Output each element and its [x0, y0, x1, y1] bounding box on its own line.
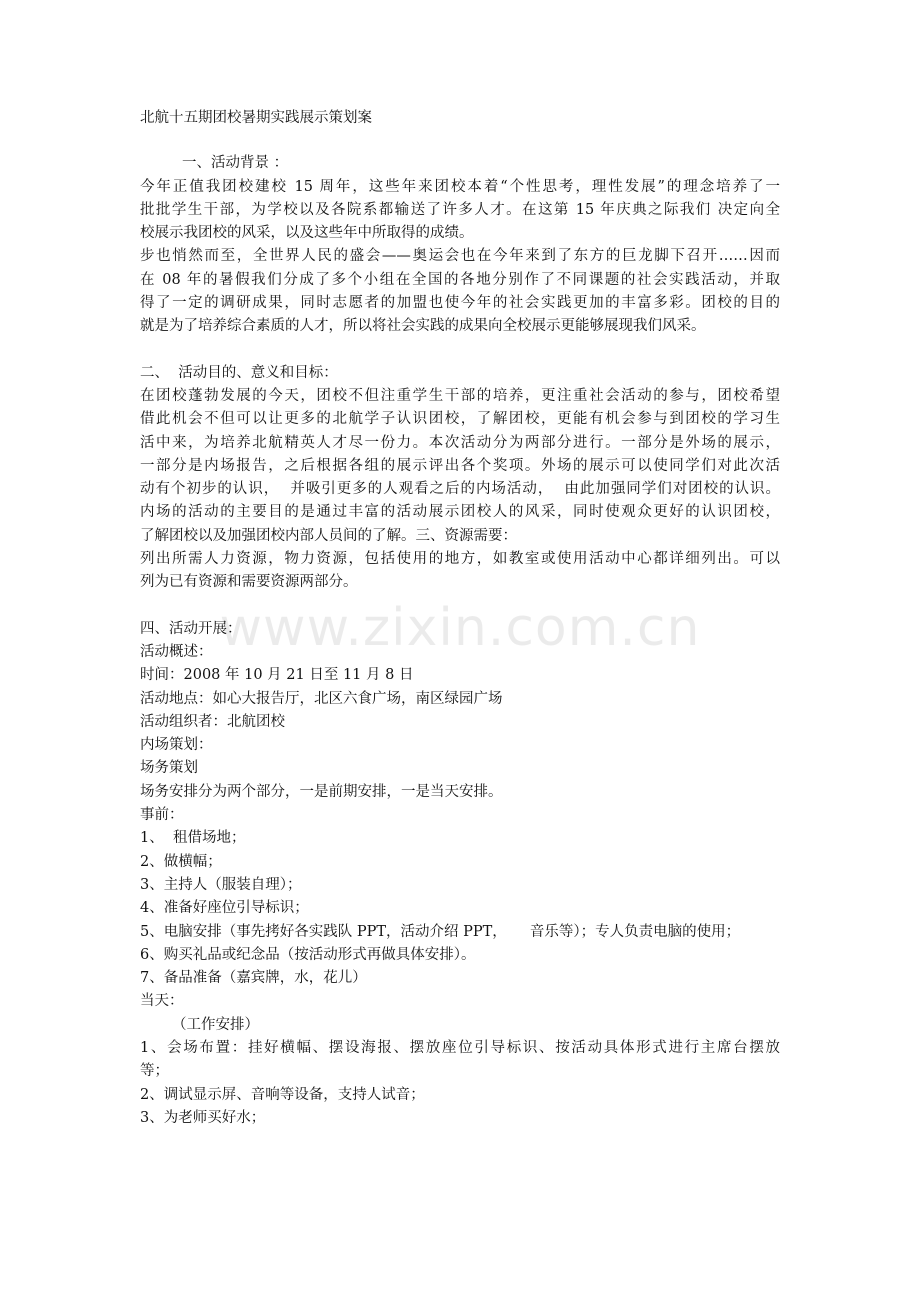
paragraph-line: 得了一定的调研成果，同时志愿者的加盟也使今年的社会实践更加的丰富多彩。团校的目的 [140, 295, 780, 312]
list-item: 3、主持人（服装自理）； [140, 876, 302, 893]
list-item: 场务安排分为两个部分，一是前期安排，一是当天安排。 [140, 783, 503, 800]
paragraph-line: 一部分是内场报告，之后根据各组的展示评出各个奖项。外场的展示可以使同学们对此次活 [140, 457, 780, 474]
list-item: 场务策划 [140, 760, 198, 777]
document-title: 北航十五期团校暑期实践展示策划案 [140, 110, 372, 126]
paragraph-line: 在团校蓬勃发展的今天，团校不但注重学生干部的培养，更注重社会活动的参与，团校希望 [140, 387, 780, 404]
list-item: 1、会场布置：挂好横幅、摆设海报、摆放座位引导标识、按活动具体形式进行主席台摆放 [140, 1039, 780, 1056]
list-item: 活动概述： [140, 643, 213, 660]
paragraph-line: 今年正值我团校建校 15 周年，这些年来团校本着“个性思考，理性发展”的理念培养了一 [140, 178, 780, 195]
paragraph-line: 了解团校以及加强团校内部人员间的了解。三、资源需要： [140, 527, 517, 544]
list-item: 5、电脑安排（事先拷好各实践队 PPT，活动介绍 PPT， 音乐等）；专人负责电脑的使用； [140, 923, 741, 940]
list-item: 1、 租借场地； [140, 830, 246, 847]
paragraph-line: 批批学生干部，为学校以及各院系都输送了许多人才。在这第 15 年庆典之际我们 决定向全 [140, 201, 780, 218]
paragraph-line: 内场的活动的主要目的是通过丰富的活动展示团校人的风采，同时使观众更好的认识团校， [140, 504, 780, 521]
list-item: 7、备品准备（嘉宾牌，水，花儿） [140, 970, 367, 987]
paragraph-line: 动有个初步的认识， 并吸引更多的人观看之后的内场活动， 由此加强同学们对团校的认识。 [140, 481, 780, 498]
watermark: www.zixin.com.cn [219, 598, 701, 658]
list-item: 2、调试显示屏、音响等设备，支持人试音； [140, 1086, 425, 1103]
paragraph-line: 列为已有资源和需要资源两部分。 [140, 574, 358, 591]
document-page [140, 107, 780, 1130]
list-item: 6、购买礼品或纪念品（按活动形式再做具体安排）。 [140, 946, 476, 963]
paragraph-line: 列出所需人力资源，物力资源，包括使用的地方，如教室或使用活动中心都详细列出。可以 [140, 551, 780, 568]
paragraph-line: 步也悄然而至，全世界人民的盛会——奥运会也在今年来到了东方的巨龙脚下召开……因而 [140, 248, 780, 265]
section4-heading: 四、活动开展： [140, 620, 242, 637]
list-item: 内场策划： [140, 737, 213, 754]
paragraph-line: 借此机会不但可以让更多的北航学子认识团校，了解团校，更能有机会参与到团校的学习生 [140, 411, 780, 428]
list-item: 4、准备好座位引导标识； [140, 900, 309, 917]
list-item: 3、为老师买好水； [140, 1109, 266, 1126]
list-item: 时间：2008 年 10 月 21 日至 11 月 8 日 [140, 667, 414, 684]
paragraph-line: 在 08 年的暑假我们分成了多个小组在全国的各地分别作了不同课题的社会实践活动，并取 [140, 271, 780, 288]
section1-heading: 一、活动背景 ： [182, 155, 289, 172]
paragraph-line: 就是为了培养综合素质的人才，所以将社会实践的成果向全校展示更能够展现我们风采。 [140, 318, 706, 335]
list-item: 等； [140, 1063, 169, 1080]
paragraph-line: 校展示我团校的风采，以及这些年中所取得的成绩。 [140, 225, 474, 242]
list-item: 事前： [140, 807, 184, 824]
list-item: 活动组织者：北航团校 [140, 713, 285, 730]
work-heading: （工作安排） [172, 1016, 259, 1033]
section2-heading: 二、 活动目的、意义和目标： [140, 364, 338, 381]
list-item: 活动地点：如心大报告厅，北区六食广场，南区绿园广场 [140, 690, 503, 707]
list-item: 2、做横幅； [140, 853, 222, 870]
paragraph-line: 活中来，为培养北航精英人才尽一份力。本次活动分为两部分进行。一部分是外场的展示， [140, 434, 780, 451]
list-item: 当天： [140, 993, 184, 1010]
